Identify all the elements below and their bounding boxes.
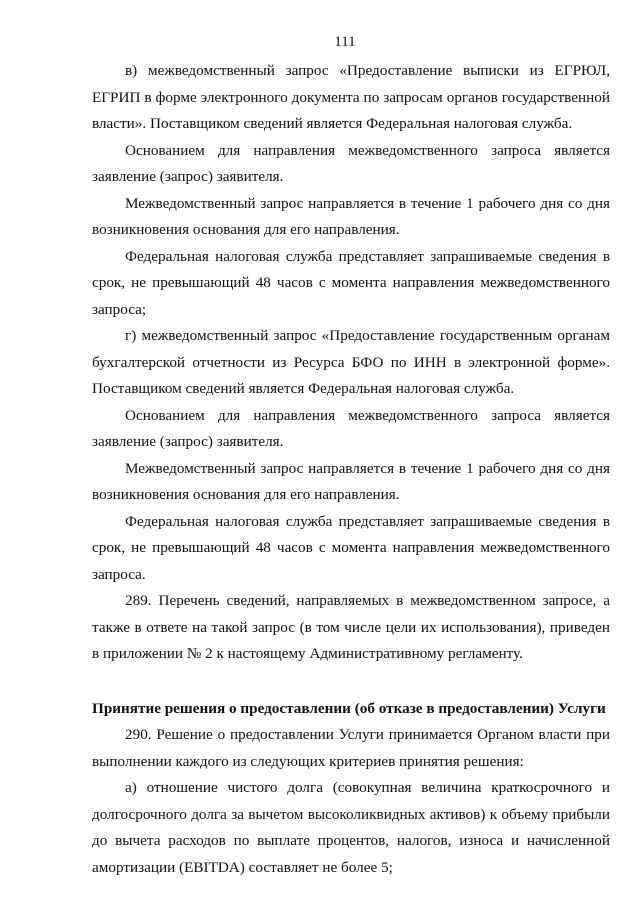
paragraph-timing: Межведомственный запрос направляется в течение 1 рабочего дня со дня возникновения основания для его направления. <box>92 194 610 238</box>
section-heading: Принятие решения о предоставлении (об отказе в предоставлении) Услуги <box>92 699 606 717</box>
paragraph-timing: Межведомственный запрос направляется в течение 1 рабочего дня со дня возникновения основания для его направления. <box>92 459 610 503</box>
paragraph-a-criterion: а) отношение чистого долга (совокупная величина краткосрочного и долгосрочного долга за вычетом высоколиквидных активов) к объему прибыли до вычета расходов по выплате процентов, налогов, износа и начисленной амортизации (EBITDA) составляет не более 5; <box>92 779 610 876</box>
page-number: 111 <box>334 34 356 50</box>
paragraph-g-request: г) межведомственный запрос «Предоставление государственным органам бухгалтерской отчетности из Ресурса БФО по ИНН в электронной форме». Поставщиком сведений является Федеральная налоговая служба. <box>92 327 610 397</box>
paragraph-fns-response: Федеральная налоговая служба представляет запрашиваемые сведения в срок, не превышающий 48 часов с момента направления межведомственного запроса; <box>92 247 610 318</box>
paragraph-basis: Основанием для направления межведомственного запроса является заявление (запрос) заявителя. <box>92 406 610 450</box>
paragraph-basis: Основанием для направления межведомственного запроса является заявление (запрос) заявителя. <box>92 141 610 185</box>
paragraph-fns-response: Федеральная налоговая служба представляет запрашиваемые сведения в срок, не превышающий 48 часов с момента направления межведомственного запроса. <box>92 512 610 583</box>
paragraph-v-request: в) межведомственный запрос «Предоставление выписки из ЕГРЮЛ, ЕГРИП в форме электронного документа по запросам органов государственной власти». Поставщиком сведений является Федеральная налоговая служба. <box>92 62 610 132</box>
paragraph-290: 290. Решение о предоставлении Услуги принимается Органом власти при выполнении каждого из следующих критериев принятия решения: <box>92 726 610 770</box>
document-body <box>92 58 610 881</box>
paragraph-289: 289. Перечень сведений, направляемых в межведомственном запросе, а также в ответе на такой запрос (в том числе цели их использования), приведен в приложении № 2 к настоящему Административному регламенту. <box>92 592 610 662</box>
